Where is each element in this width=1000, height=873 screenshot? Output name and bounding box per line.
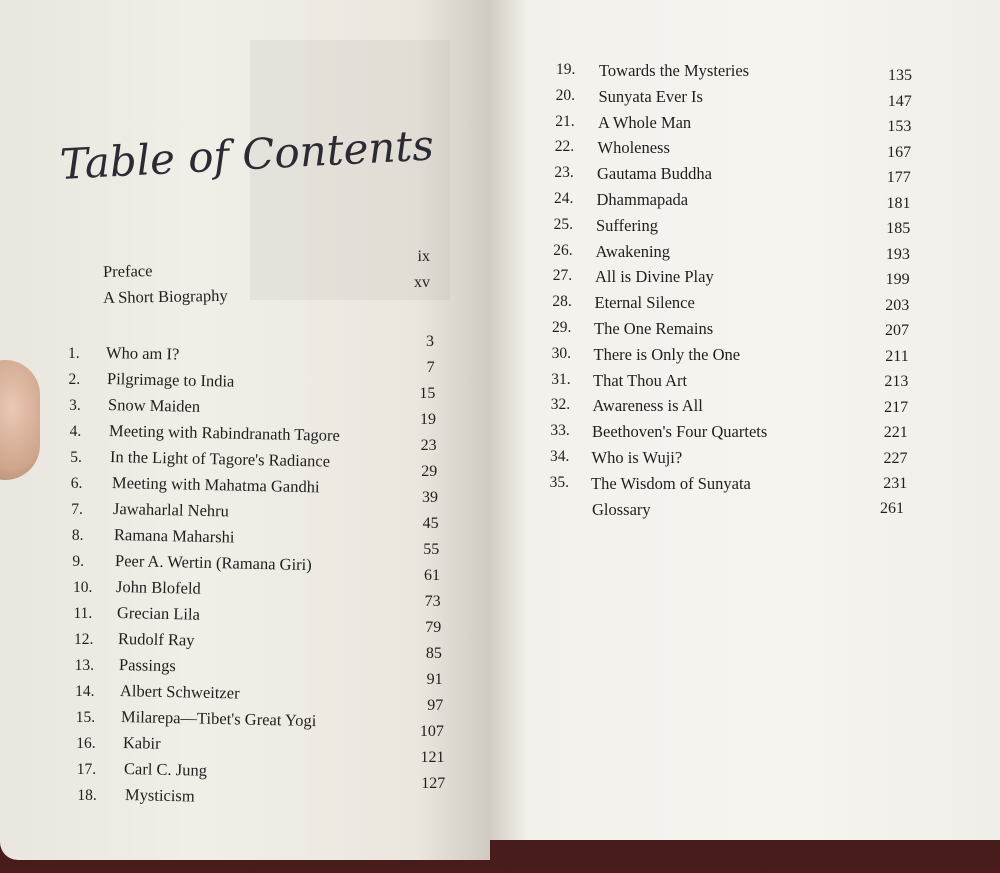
toc-chapter-title: Awareness is All — [592, 396, 703, 416]
toc-chapter-number: 29. — [552, 319, 572, 336]
toc-chapter-page: 97 — [427, 697, 444, 714]
toc-chapter-title: John Blofeld — [115, 577, 201, 598]
toc-chapter-number: 9. — [72, 553, 85, 570]
toc-chapter-title: Meeting with Mahatma Gandhi — [111, 473, 320, 497]
toc-chapter-page: 39 — [421, 489, 438, 506]
toc-chapter-title: That Thou Art — [593, 370, 688, 390]
toc-front-page: ix — [417, 248, 430, 265]
toc-chapter-title: The One Remains — [594, 319, 714, 338]
toc-chapter-title: Grecian Lila — [116, 603, 201, 624]
toc-chapter-page: 185 — [886, 220, 911, 237]
toc-chapter-page: 29 — [421, 463, 438, 480]
toc-chapter-number: 31. — [551, 370, 571, 388]
toc-front-page: xv — [414, 274, 430, 291]
toc-chapter-number: 23. — [554, 164, 574, 182]
toc-chapter-number: 5. — [70, 449, 82, 466]
toc-chapter-title: Sunyata Ever Is — [598, 86, 703, 106]
toc-chapter-title: Eternal Silence — [594, 293, 695, 313]
toc-chapter-title: Meeting with Rabindranath Tagore — [109, 421, 341, 445]
toc-chapter-page: 181 — [886, 194, 911, 212]
toc-chapter-page: 91 — [426, 671, 443, 688]
toc-chapter-title: There is Only the One — [593, 344, 741, 364]
toc-chapter-title: A Whole Man — [598, 112, 692, 132]
toc-chapter-number: 35. — [549, 473, 569, 491]
toc-chapter-title: The Wisdom of Sunyata — [591, 473, 751, 493]
toc-chapter-number: 26. — [553, 241, 573, 259]
toc-chapter-number: 4. — [69, 423, 82, 440]
toc-chapter-page: 193 — [885, 245, 910, 263]
toc-chapter-number: 30. — [551, 344, 571, 362]
toc-chapter-number: 7. — [71, 501, 83, 518]
toc-chapter-number: 2. — [68, 371, 81, 388]
toc-chapter-page: 127 — [421, 775, 446, 792]
thumb — [0, 360, 40, 480]
toc-chapter-title: Wholeness — [597, 138, 670, 158]
toc-chapter-title: Who am I? — [105, 343, 180, 364]
toc-chapter-title: Snow Maiden — [107, 395, 201, 416]
toc-chapter-number: 18. — [77, 787, 97, 804]
toc-chapter-number: 8. — [71, 527, 84, 544]
toc-chapter-title: Albert Schweitzer — [120, 681, 241, 703]
toc-chapter-title: Milarepa—Tibet's Great Yogi — [121, 707, 317, 731]
toc-chapter-page: 23 — [420, 437, 437, 454]
toc-chapter-number: 34. — [550, 448, 570, 465]
toc-chapter-number: 12. — [74, 631, 94, 648]
toc-chapter-number: 33. — [550, 422, 570, 440]
toc-chapter-title: Mysticism — [124, 785, 195, 806]
toc-chapter-page: 45 — [422, 515, 439, 532]
toc-chapter-number: 14. — [75, 683, 95, 700]
toc-front-label: Preface — [102, 261, 153, 281]
page-title: Table of Contents — [58, 120, 435, 189]
toc-chapter-title: Jawaharlal Nehru — [112, 499, 229, 521]
toc-chapter-page: 107 — [419, 723, 444, 740]
toc-chapter-number: 15. — [75, 709, 96, 726]
toc-chapter-page: 135 — [888, 67, 912, 84]
toc-chapter-title: Passings — [118, 655, 177, 676]
toc-chapter-page: 227 — [883, 449, 908, 467]
toc-chapter-number: 1. — [68, 345, 80, 362]
toc-chapter-page: 199 — [885, 271, 910, 288]
toc-chapter-title: Rudolf Ray — [117, 629, 195, 650]
toc-chapter-number: 24. — [554, 190, 574, 207]
toc-chapter-page: 153 — [887, 118, 912, 135]
toc-chapter-page: 177 — [886, 169, 911, 186]
toc-chapter-title: Kabir — [122, 733, 161, 753]
toc-chapter-page: 121 — [420, 749, 445, 766]
left-page — [0, 0, 490, 860]
toc-chapter-title: Peer A. Wertin (Ramana Giri) — [114, 551, 312, 575]
toc-chapter-number: 13. — [74, 657, 94, 674]
toc-chapter-number: 17. — [76, 761, 97, 778]
toc-chapter-title: Who is Wuji? — [591, 448, 683, 467]
toc-chapter-title: Carl C. Jung — [123, 759, 207, 780]
toc-chapter-page: 15 — [419, 385, 436, 402]
toc-chapter-page: 211 — [885, 347, 909, 365]
toc-chapter-title: Towards the Mysteries — [599, 61, 750, 80]
toc-chapter-number: 3. — [69, 397, 81, 414]
toc-chapter-number: 19. — [556, 61, 576, 78]
toc-chapter-title: All is Divine Play — [595, 267, 714, 287]
toc-chapter-page: 167 — [887, 143, 912, 161]
toc-chapter-page: 147 — [887, 92, 912, 110]
toc-chapter-page: 73 — [424, 593, 441, 610]
toc-chapter-page: 203 — [885, 296, 910, 314]
toc-chapter-title: Awakening — [595, 241, 671, 261]
toc-chapter-number: 6. — [70, 475, 83, 492]
toc-chapter-page: 61 — [423, 567, 440, 584]
toc-chapter-number: 27. — [552, 267, 573, 285]
toc-chapter-number: 10. — [72, 579, 93, 596]
toc-chapter-title: In the Light of Tagore's Radiance — [110, 447, 331, 471]
toc-chapter-number: 32. — [550, 396, 571, 414]
toc-chapter-number: 21. — [555, 112, 575, 130]
toc-chapter-page: 55 — [423, 541, 440, 558]
toc-chapter-number: 25. — [553, 215, 573, 233]
toc-chapter-title: Ramana Maharshi — [113, 525, 235, 547]
toc-chapter-title: Beethoven's Four Quartets — [592, 422, 768, 442]
toc-chapter-page: 217 — [884, 398, 909, 416]
toc-chapter-page: 221 — [883, 424, 908, 441]
toc-chapter-page: 3 — [426, 333, 434, 350]
toc-chapter-page: 7 — [426, 359, 435, 376]
right-page — [488, 0, 1000, 840]
toc-chapter-page: 207 — [885, 322, 909, 339]
toc-chapter-number: 11. — [73, 605, 93, 622]
toc-chapter-page: 79 — [425, 619, 442, 636]
toc-chapter-title: Dhammapada — [596, 190, 689, 209]
toc-chapter-page: 19 — [419, 411, 436, 428]
toc-front-label: A Short Biography — [102, 285, 228, 307]
toc-chapter-page: 213 — [884, 373, 909, 390]
toc-chapter-page: 85 — [425, 645, 442, 662]
toc-chapter-title: Gautama Buddha — [597, 164, 713, 184]
toc-chapter-number: 22. — [554, 138, 575, 156]
toc-back-label: Glossary — [592, 499, 651, 519]
toc-chapter-number: 28. — [552, 293, 572, 311]
toc-chapter-number: 20. — [555, 86, 575, 104]
toc-chapter-page: 231 — [883, 475, 908, 492]
toc-chapter-title: Suffering — [596, 215, 659, 235]
toc-chapter-title: Pilgrimage to India — [106, 369, 235, 391]
toc-back-page: 261 — [880, 499, 904, 517]
toc-chapter-number: 16. — [76, 735, 96, 752]
